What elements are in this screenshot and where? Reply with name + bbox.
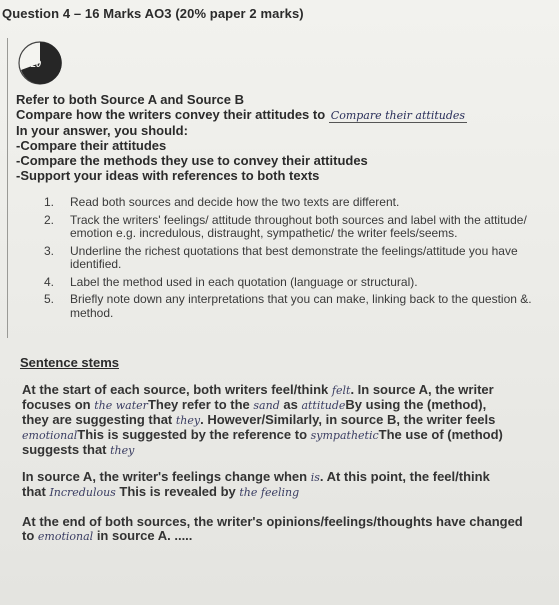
- intro-line-refer: Refer to both Source A and Source B: [16, 92, 245, 107]
- stem-text: to: [22, 528, 38, 543]
- stem-text: they are suggesting that: [22, 412, 176, 427]
- step-text: Briefly note down any interpretations that you can make, linking back to the question &. method.: [70, 292, 532, 320]
- handwritten-word: sympathetic: [310, 429, 379, 442]
- timer-label: 20: [31, 59, 42, 69]
- handwritten-word: emotional: [22, 429, 78, 442]
- stem-text: in source A. .....: [96, 528, 193, 543]
- step-text: Underline the richest quotations that best demonstrate the feelings/attitude you have identified.: [70, 243, 518, 271]
- stem-text: . At this point, the feel/think: [319, 469, 490, 484]
- handwritten-word: Incredulous: [49, 486, 116, 499]
- stem-text: The use of (method): [378, 427, 503, 442]
- step-number: 5.: [44, 292, 55, 306]
- step-text: Track the writers' feelings/ attitude throughout both sources and label with the attitude/ emotion e.g. incredulous, distraught, sympathetic/ the writer feels/seems.: [70, 212, 527, 240]
- step-item: [44, 293, 559, 320]
- step-item: [44, 245, 559, 272]
- stem-text: At the start of each source, both writers feel/think: [22, 382, 332, 397]
- stem-text: that: [22, 484, 50, 499]
- handwritten-answer: Compare their attitudes: [330, 109, 466, 122]
- handwritten-word: is: [310, 471, 320, 484]
- left-margin-rule: [7, 38, 8, 338]
- stem-paragraph-change: [22, 470, 490, 500]
- intro-section: [16, 92, 467, 183]
- stem-text: At the end of both sources, the writer's opinions/feelings/thoughts have changed: [22, 514, 523, 529]
- intro-line-compare: [16, 107, 467, 123]
- stem-text: This is suggested by the reference to: [77, 427, 311, 442]
- step-text: Read both sources and decide how the two texts are different.: [70, 195, 400, 209]
- step-number: 4.: [44, 274, 55, 289]
- stem-text: . However/Similarly, in source B, the writer feels: [200, 412, 496, 427]
- handwritten-word: felt: [331, 384, 351, 397]
- timer-icon: [17, 40, 63, 86]
- intro-line-answer: In your answer, you should:: [16, 123, 188, 138]
- steps-list: [44, 196, 559, 320]
- handwritten-word: the water: [94, 399, 148, 412]
- stem-text: . In source A, the writer: [350, 382, 494, 397]
- stem-text: suggests that: [22, 442, 111, 457]
- handwritten-word: they: [110, 444, 135, 457]
- handwritten-word: the feeling: [239, 486, 300, 499]
- section-heading: Sentence stems: [20, 355, 119, 370]
- bullet-item: -Compare the methods they use to convey their attitudes: [16, 153, 368, 168]
- stem-text: focuses on: [22, 397, 95, 412]
- stem-text: They refer to the: [147, 397, 254, 412]
- bullet-item: -Support your ideas with references to both texts: [16, 168, 320, 183]
- stem-paragraph-start: [22, 383, 503, 458]
- stem-text: By using the (method),: [345, 397, 487, 412]
- step-number: 2.: [44, 212, 55, 227]
- step-number: 1.: [44, 195, 55, 209]
- stem-paragraph-end: [22, 515, 523, 544]
- question-title: Question 4 – 16 Marks AO3 (20% paper 2 marks): [2, 6, 304, 21]
- intro-compare-text: Compare how the writers convey their attitudes to: [16, 107, 326, 122]
- bullet-item: -Compare their attitudes: [16, 138, 167, 153]
- step-item: [44, 196, 559, 210]
- handwritten-word: they: [175, 414, 201, 427]
- handwritten-word: emotional: [37, 530, 94, 543]
- handwritten-word: sand: [253, 399, 280, 412]
- handwritten-word: attitude: [301, 399, 346, 412]
- step-number: 3.: [44, 243, 55, 258]
- stem-text: In source A, the writer's feelings change when: [22, 469, 311, 484]
- step-item: [44, 276, 559, 290]
- stem-text: This is revealed by: [115, 484, 240, 499]
- step-item: [44, 214, 559, 241]
- step-text: Label the method used in each quotation (language or structural).: [70, 274, 418, 289]
- stem-text: as: [279, 397, 302, 412]
